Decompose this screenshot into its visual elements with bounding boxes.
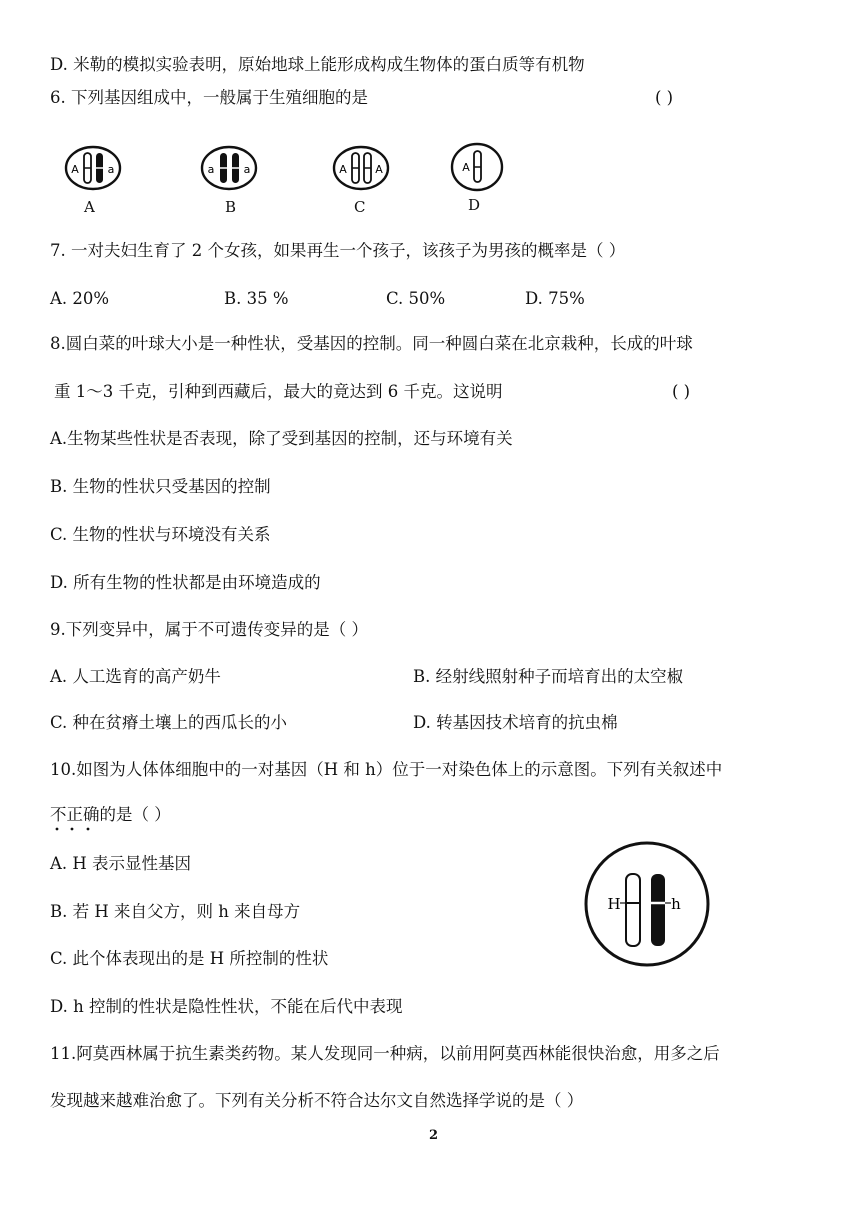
q8-answer-paren: ( ) — [672, 382, 691, 401]
q10-option-d: D. h 控制的性状是隐性性状，不能在后代中表现 — [50, 997, 403, 1016]
q6-b-gene-left: a — [207, 163, 215, 176]
q6-cell-a — [63, 145, 123, 197]
q10-option-a: A. H 表示显性基因 — [50, 854, 192, 873]
q8-stem-line2: 重 1～3 千克，引种到西藏后，最大的竟达到 6 千克。这说明 — [54, 382, 503, 401]
q8-option-d: D. 所有生物的性状都是由环境造成的 — [50, 573, 321, 592]
q8-option-b: B. 生物的性状只受基因的控制 — [50, 477, 271, 496]
q9-option-a: A. 人工选育的高产奶牛 — [50, 667, 221, 686]
q6-cell-d — [449, 141, 505, 197]
q9-option-c: C. 种在贫瘠土壤上的西瓜长的小 — [50, 713, 288, 732]
q10-stem-line2: 不正确的是（ ） — [50, 805, 171, 824]
q7-option-b: B. 35 % — [224, 289, 289, 308]
q7-stem: 7. 一对夫妇生育了 2 个女孩，如果再生一个孩子，该孩子为男孩的概率是（ ） — [50, 241, 626, 260]
q10-option-b: B. 若 H 来自父方，则 h 来自母方 — [50, 902, 301, 921]
q9-option-d: D. 转基因技术培育的抗虫棉 — [413, 713, 618, 732]
emphasis-dots — [53, 827, 103, 831]
q6-cell-c — [331, 145, 391, 197]
q7-options-row — [50, 291, 810, 311]
q6-cell-c-label: C — [354, 198, 366, 216]
q6-cell-a-label: A — [84, 198, 95, 216]
q6-a-gene-right: a — [107, 163, 115, 176]
q6-b-gene-right: a — [243, 163, 251, 176]
q6-cell-b-label: B — [225, 198, 237, 216]
q10-chromosome-diagram — [582, 840, 712, 972]
q8-stem-line1: 8.圆白菜的叶球大小是一种性状，受基因的控制。同一种圆白菜在北京栽种，长成的叶球 — [50, 334, 693, 353]
q6-cell-b — [199, 145, 259, 197]
q7-option-c: C. 50% — [386, 289, 446, 308]
q10-option-c: C. 此个体表现出的是 H 所控制的性状 — [50, 949, 329, 968]
q6-c-gene-right: A — [375, 163, 383, 176]
q8-option-c: C. 生物的性状与环境没有关系 — [50, 525, 271, 544]
q8-option-a: A.生物某些性状是否表现，除了受到基因的控制，还与环境有关 — [50, 429, 513, 448]
q10-stem-line1: 10.如图为人体体细胞中的一对基因（H 和 h）位于一对染色体上的示意图。下列有关叙述中 — [50, 760, 723, 779]
q9-stem: 9.下列变异中，属于不可遗传变异的是（ ） — [50, 620, 368, 639]
q6-answer-paren: ( ) — [655, 88, 674, 107]
q7-option-a: A. 20% — [50, 289, 110, 308]
q7-option-d: D. 75% — [525, 289, 585, 308]
q11-stem-line1: 11.阿莫西林属于抗生素类药物。某人发现同一种病，以前用阿莫西林能很快治愈，用多之后 — [50, 1044, 720, 1063]
q6-a-gene-left: A — [71, 163, 79, 176]
q9-option-b: B. 经射线照射种子而培育出的太空椒 — [413, 667, 684, 686]
q6-stem: 6. 下列基因组成中，一般属于生殖细胞的是 — [50, 88, 368, 107]
page-number: 2 — [428, 1128, 439, 1143]
q11-stem-line2: 发现越来越难治愈了。下列有关分析不符合达尔文自然选择学说的是（ ） — [50, 1091, 584, 1110]
q6-d-gene: A — [462, 161, 470, 174]
q6-c-gene-left: A — [339, 163, 347, 176]
q5-option-d: D. 米勒的模拟实验表明，原始地球上能形成构成生物体的蛋白质等有机物 — [50, 55, 585, 74]
q6-cell-d-label: D — [468, 196, 481, 214]
q10-gene-lower-h-label: h — [671, 895, 681, 913]
q10-gene-h-label: H — [607, 895, 621, 913]
